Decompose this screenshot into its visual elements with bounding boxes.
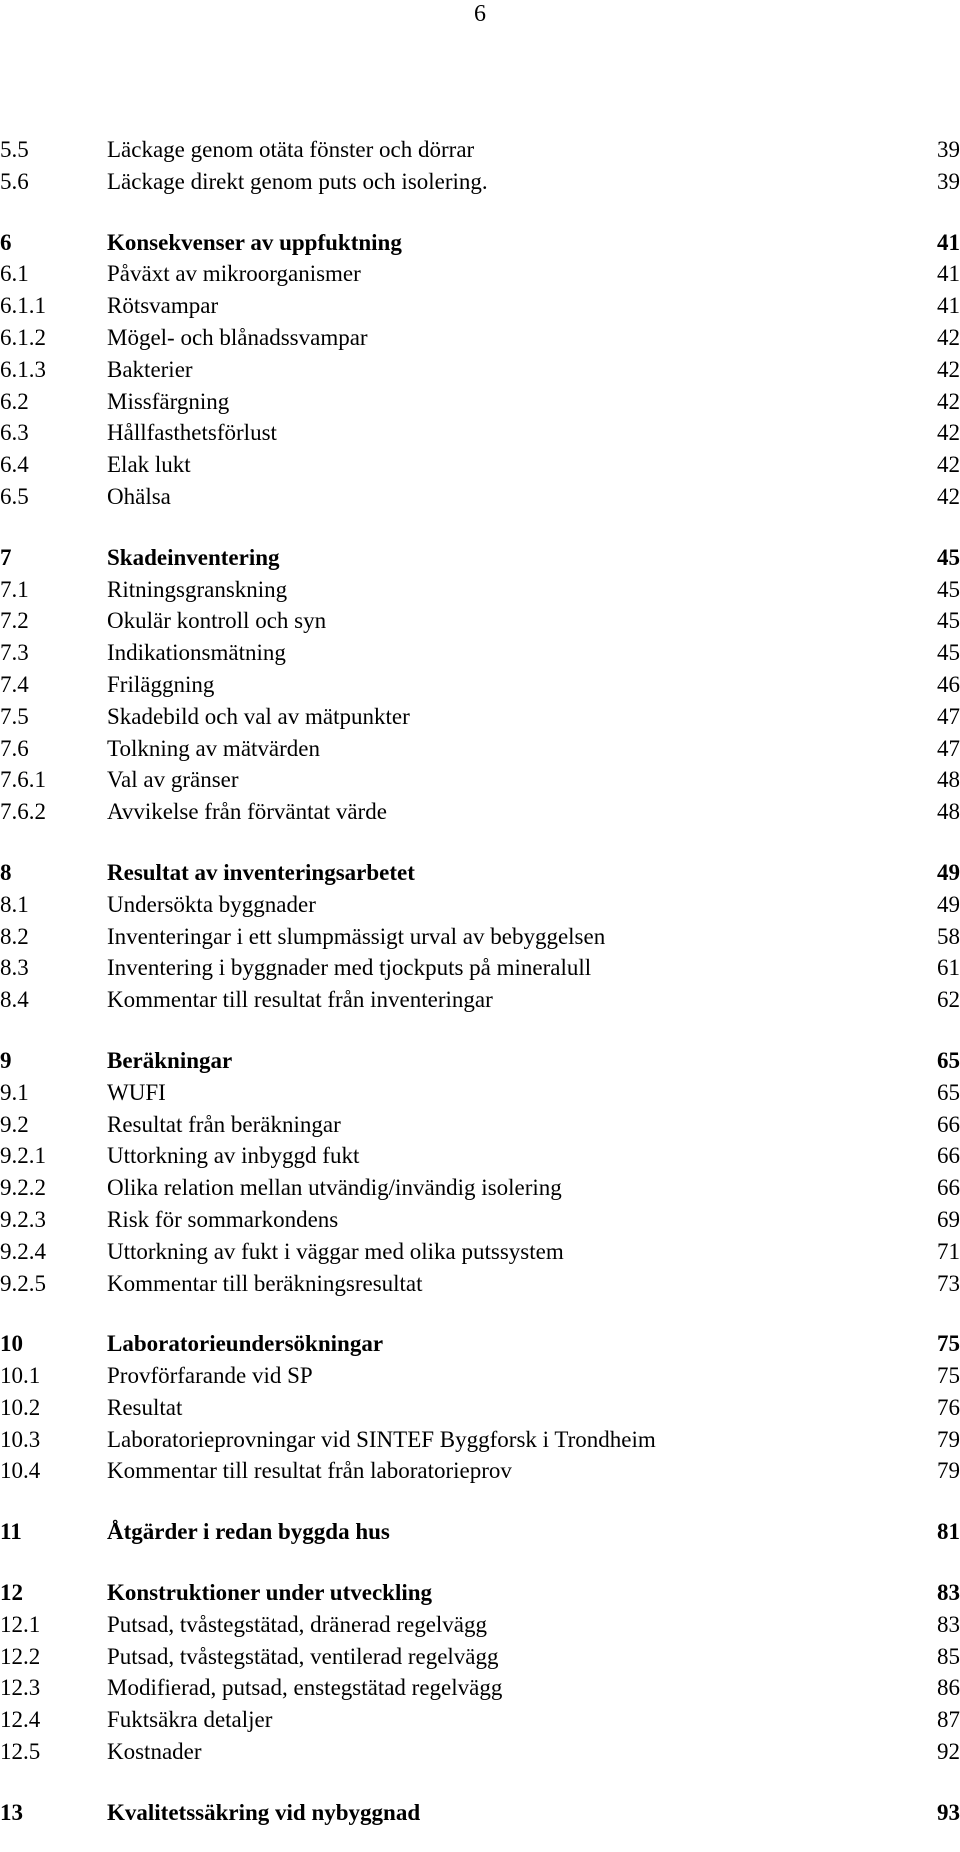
toc-entry-page: 93 bbox=[937, 1799, 960, 1825]
toc-chapter-entry bbox=[0, 1328, 960, 1360]
toc-entry-number: 9.2 bbox=[0, 1111, 29, 1137]
toc-entry-number: 10.3 bbox=[0, 1426, 41, 1452]
toc-entry-title: Val av gränser bbox=[107, 767, 239, 793]
toc-entry-title: Uttorkning av inbyggd fukt bbox=[107, 1143, 360, 1169]
toc-entry-page: 45 bbox=[937, 576, 960, 602]
toc-entry-title: Ritningsgranskning bbox=[107, 576, 288, 602]
toc-entry bbox=[0, 984, 960, 1016]
toc-entry-page: 62 bbox=[937, 987, 960, 1013]
toc-entry-title: Risk för sommarkondens bbox=[107, 1206, 339, 1232]
toc-entry-page: 66 bbox=[937, 1175, 960, 1201]
toc-entry-number: 6.3 bbox=[0, 420, 29, 446]
toc-entry-page: 42 bbox=[937, 483, 960, 509]
toc-entry-number: 12.1 bbox=[0, 1611, 41, 1637]
toc-entry-title: Åtgärder i redan byggda hus bbox=[107, 1519, 390, 1545]
toc-entry-number: 6 bbox=[0, 229, 12, 255]
toc-entry-title: Friläggning bbox=[107, 671, 215, 697]
toc-entry-page: 47 bbox=[937, 735, 960, 761]
toc-entry bbox=[0, 1140, 960, 1172]
toc-entry-number: 9.1 bbox=[0, 1079, 29, 1105]
toc-entry bbox=[0, 1077, 960, 1109]
toc-entry-page: 66 bbox=[937, 1143, 960, 1169]
toc-entry bbox=[0, 1109, 960, 1141]
toc-entry-number: 8.3 bbox=[0, 955, 29, 981]
toc-entry-number: 7 bbox=[0, 544, 12, 570]
toc-entry-title: Kommentar till beräkningsresultat bbox=[107, 1270, 423, 1296]
toc-entry-title: Uttorkning av fukt i väggar med olika putssystem bbox=[107, 1238, 564, 1264]
toc-entry-title: Resultat från beräkningar bbox=[107, 1111, 341, 1137]
toc-entry bbox=[0, 1455, 960, 1487]
toc-entry-page: 85 bbox=[937, 1643, 960, 1669]
toc-entry bbox=[0, 574, 960, 606]
toc-entry-page: 58 bbox=[937, 923, 960, 949]
toc-entry-page: 39 bbox=[937, 168, 960, 194]
toc-entry bbox=[0, 1268, 960, 1300]
toc-entry-title: Kvalitetssäkring vid nybyggnad bbox=[107, 1799, 421, 1825]
toc-entry-number: 10.1 bbox=[0, 1363, 41, 1389]
toc-entry-title: Resultat bbox=[107, 1394, 183, 1420]
toc-entry bbox=[0, 701, 960, 733]
toc-entry bbox=[0, 733, 960, 765]
toc-entry-title: Hållfasthetsförlust bbox=[107, 420, 277, 446]
toc-entry-page: 42 bbox=[937, 452, 960, 478]
toc-entry-number: 5.6 bbox=[0, 168, 29, 194]
toc-entry-number: 8.2 bbox=[0, 923, 29, 949]
toc-entry-page: 87 bbox=[937, 1707, 960, 1733]
toc-entry bbox=[0, 1424, 960, 1456]
toc-entry-number: 7.4 bbox=[0, 671, 29, 697]
toc-entry bbox=[0, 258, 960, 290]
toc-entry-page: 83 bbox=[937, 1611, 960, 1637]
toc-entry-page: 83 bbox=[937, 1580, 960, 1606]
toc-entry-number: 10.4 bbox=[0, 1458, 41, 1484]
toc-entry-page: 79 bbox=[937, 1426, 960, 1452]
toc-entry-number: 9.2.2 bbox=[0, 1175, 46, 1201]
toc-entry-number: 8.1 bbox=[0, 891, 29, 917]
toc-entry-title: Kostnader bbox=[107, 1739, 202, 1765]
toc-entry-number: 10.2 bbox=[0, 1394, 41, 1420]
toc-entry-title: Konstruktioner under utveckling bbox=[107, 1580, 433, 1606]
toc-entry-number: 12.4 bbox=[0, 1707, 41, 1733]
toc-entry-number: 6.1.2 bbox=[0, 324, 46, 350]
toc-entry-title: Ohälsa bbox=[107, 483, 171, 509]
toc-entry-number: 6.2 bbox=[0, 388, 29, 414]
toc-entry-page: 48 bbox=[937, 799, 960, 825]
toc-entry-page: 75 bbox=[937, 1331, 960, 1357]
toc-entry bbox=[0, 1360, 960, 1392]
toc-entry-page: 42 bbox=[937, 324, 960, 350]
toc-entry-page: 45 bbox=[937, 608, 960, 634]
toc-entry-number: 9.2.3 bbox=[0, 1206, 46, 1232]
toc-entry-number: 7.6.2 bbox=[0, 799, 46, 825]
toc-entry bbox=[0, 354, 960, 386]
toc-entry bbox=[0, 1236, 960, 1268]
toc-entry-title: Fuktsäkra detaljer bbox=[107, 1707, 273, 1733]
toc-entry-page: 42 bbox=[937, 420, 960, 446]
toc-entry-title: Putsad, tvåstegstätad, dränerad regelvägg bbox=[107, 1611, 488, 1637]
toc-entry bbox=[0, 1172, 960, 1204]
toc-entry-title: Missfärgning bbox=[107, 388, 230, 414]
toc-entry-page: 49 bbox=[937, 891, 960, 917]
toc-entry-page: 39 bbox=[937, 137, 960, 162]
toc-entry-page: 45 bbox=[937, 544, 960, 570]
toc-entry-number: 8 bbox=[0, 859, 12, 885]
toc-entry-title: Laboratorieundersökningar bbox=[107, 1331, 384, 1357]
toc-entry-page: 76 bbox=[937, 1394, 960, 1420]
toc-entry-number: 7.1 bbox=[0, 576, 29, 602]
toc-entry-number: 6.5 bbox=[0, 483, 29, 509]
toc-entry-title: Kommentar till resultat från laboratorieprov bbox=[107, 1458, 512, 1484]
toc-entry bbox=[0, 386, 960, 418]
toc-entry-title: Beräkningar bbox=[107, 1047, 233, 1073]
toc-entry-page: 79 bbox=[937, 1458, 960, 1484]
toc-entry-number: 7.5 bbox=[0, 703, 29, 729]
toc-entry bbox=[0, 1641, 960, 1673]
toc-entry-page: 71 bbox=[937, 1238, 960, 1264]
toc-entry-number: 12 bbox=[0, 1580, 23, 1606]
toc-entry-title: Bakterier bbox=[107, 356, 193, 382]
toc-entry-title: Läckage genom otäta fönster och dörrar bbox=[107, 137, 475, 162]
toc-entry bbox=[0, 322, 960, 354]
toc-entry bbox=[0, 449, 960, 481]
toc-entry-title: Rötsvampar bbox=[107, 293, 219, 319]
toc-entry-title: Skadebild och val av mätpunkter bbox=[107, 703, 410, 729]
toc-entry-title: Läckage direkt genom puts och isolering. bbox=[107, 168, 488, 194]
toc-entry-page: 46 bbox=[937, 671, 960, 697]
toc-entry-page: 45 bbox=[937, 640, 960, 666]
toc-entry-number: 12.5 bbox=[0, 1739, 41, 1765]
toc-entry-page: 61 bbox=[937, 955, 960, 981]
toc-entry-title: Okulär kontroll och syn bbox=[107, 608, 327, 634]
toc-entry-title: Resultat av inventeringsarbetet bbox=[107, 859, 415, 885]
toc-entry-page: 86 bbox=[937, 1675, 960, 1701]
toc-chapter-entry bbox=[0, 542, 960, 574]
toc-entry-title: Olika relation mellan utvändig/invändig isolering bbox=[107, 1175, 562, 1201]
toc-entry-number: 13 bbox=[0, 1799, 23, 1825]
toc-entry-number: 7.2 bbox=[0, 608, 29, 634]
toc-entry-number: 5.5 bbox=[0, 137, 29, 162]
toc-entry-number: 12.2 bbox=[0, 1643, 41, 1669]
toc-entry-number: 9.2.5 bbox=[0, 1270, 46, 1296]
toc-entry-title: Inventeringar i ett slumpmässigt urval av bebyggelsen bbox=[107, 923, 606, 949]
toc-entry-number: 7.3 bbox=[0, 640, 29, 666]
toc-entry-page: 41 bbox=[937, 229, 960, 255]
toc-entry-title: Putsad, tvåstegstätad, ventilerad regelvägg bbox=[107, 1643, 499, 1669]
toc-entry bbox=[0, 669, 960, 701]
toc-entry-title: Tolkning av mätvärden bbox=[107, 735, 320, 761]
toc-entry bbox=[0, 637, 960, 669]
toc-chapter-entry bbox=[0, 1797, 960, 1829]
toc-entry bbox=[0, 1609, 960, 1641]
toc-entry-title: Avvikelse från förväntat värde bbox=[107, 799, 387, 825]
toc-entry-page: 47 bbox=[937, 703, 960, 729]
toc-entry-title: Konsekvenser av uppfuktning bbox=[107, 229, 402, 255]
toc-entry-title: Modifierad, putsad, enstegstätad regelvägg bbox=[107, 1675, 503, 1701]
toc-chapter-entry bbox=[0, 857, 960, 889]
toc-entry-number: 6.1.3 bbox=[0, 356, 46, 382]
toc-entry-title: Undersökta byggnader bbox=[107, 891, 316, 917]
toc-entry bbox=[0, 1392, 960, 1424]
toc-entry-number: 9.2.1 bbox=[0, 1143, 46, 1169]
toc-entry bbox=[0, 952, 960, 984]
toc-entry-title: Skadeinventering bbox=[107, 544, 280, 570]
toc-entry bbox=[0, 417, 960, 449]
toc-entry bbox=[0, 796, 960, 828]
toc-entry-number: 6.4 bbox=[0, 452, 29, 478]
toc-entry-title: Indikationsmätning bbox=[107, 640, 286, 666]
toc-entry bbox=[0, 481, 960, 513]
toc-entry-title: Inventering i byggnader med tjockputs på mineralull bbox=[107, 955, 592, 981]
toc-entry-page: 42 bbox=[937, 388, 960, 414]
toc-entry-number: 12.3 bbox=[0, 1675, 41, 1701]
toc-entry bbox=[0, 764, 960, 796]
toc-entry-number: 7.6.1 bbox=[0, 767, 46, 793]
toc-entry-number: 11 bbox=[0, 1519, 22, 1545]
toc-entry-page: 69 bbox=[937, 1206, 960, 1232]
toc-entry-page: 92 bbox=[937, 1739, 960, 1765]
toc-entry bbox=[0, 1736, 960, 1768]
toc-entry-page: 73 bbox=[937, 1270, 960, 1296]
page-number: 6 bbox=[474, 1, 486, 27]
toc-chapter-entry bbox=[0, 1577, 960, 1609]
toc-entry-page: 66 bbox=[937, 1111, 960, 1137]
toc-entry-number: 7.6 bbox=[0, 735, 29, 761]
toc-entry-page: 41 bbox=[937, 293, 960, 319]
toc-entry bbox=[0, 1672, 960, 1704]
toc-entry-title: Provförfarande vid SP bbox=[107, 1363, 313, 1389]
toc-entry-number: 8.4 bbox=[0, 987, 29, 1013]
toc-entry bbox=[0, 1204, 960, 1236]
toc-entry-number: 6.1 bbox=[0, 261, 29, 287]
toc-entry-number: 10 bbox=[0, 1331, 23, 1357]
toc-entry-page: 81 bbox=[937, 1519, 960, 1545]
toc-entry-page: 42 bbox=[937, 356, 960, 382]
toc-entry-number: 6.1.1 bbox=[0, 293, 46, 319]
toc-entry bbox=[0, 290, 960, 322]
toc-entry-title: Påväxt av mikroorganismer bbox=[107, 261, 361, 287]
toc-entry-page: 65 bbox=[937, 1079, 960, 1105]
toc-entry bbox=[0, 134, 960, 166]
toc-entry bbox=[0, 1704, 960, 1736]
toc-chapter-entry bbox=[0, 227, 960, 259]
toc-entry bbox=[0, 166, 960, 198]
toc-chapter-entry bbox=[0, 1516, 960, 1548]
toc-entry-title: Kommentar till resultat från inventeringar bbox=[107, 987, 493, 1013]
toc-entry-title: WUFI bbox=[107, 1079, 166, 1105]
toc-entry-title: Laboratorieprovningar vid SINTEF Byggforsk i Trondheim bbox=[107, 1426, 656, 1452]
toc-entry bbox=[0, 921, 960, 953]
toc-entry-page: 65 bbox=[937, 1047, 960, 1073]
toc-entry bbox=[0, 889, 960, 921]
toc-entry-page: 41 bbox=[937, 261, 960, 287]
toc-entry-title: Mögel- och blånadssvampar bbox=[107, 324, 368, 350]
toc-entry-number: 9.2.4 bbox=[0, 1238, 46, 1264]
toc-chapter-entry bbox=[0, 1045, 960, 1077]
toc-entry bbox=[0, 605, 960, 637]
table-of-contents bbox=[0, 134, 960, 1829]
toc-entry-page: 48 bbox=[937, 767, 960, 793]
toc-entry-title: Elak lukt bbox=[107, 452, 191, 478]
toc-entry-page: 49 bbox=[937, 859, 960, 885]
toc-entry-number: 9 bbox=[0, 1047, 12, 1073]
toc-entry-page: 75 bbox=[937, 1363, 960, 1389]
